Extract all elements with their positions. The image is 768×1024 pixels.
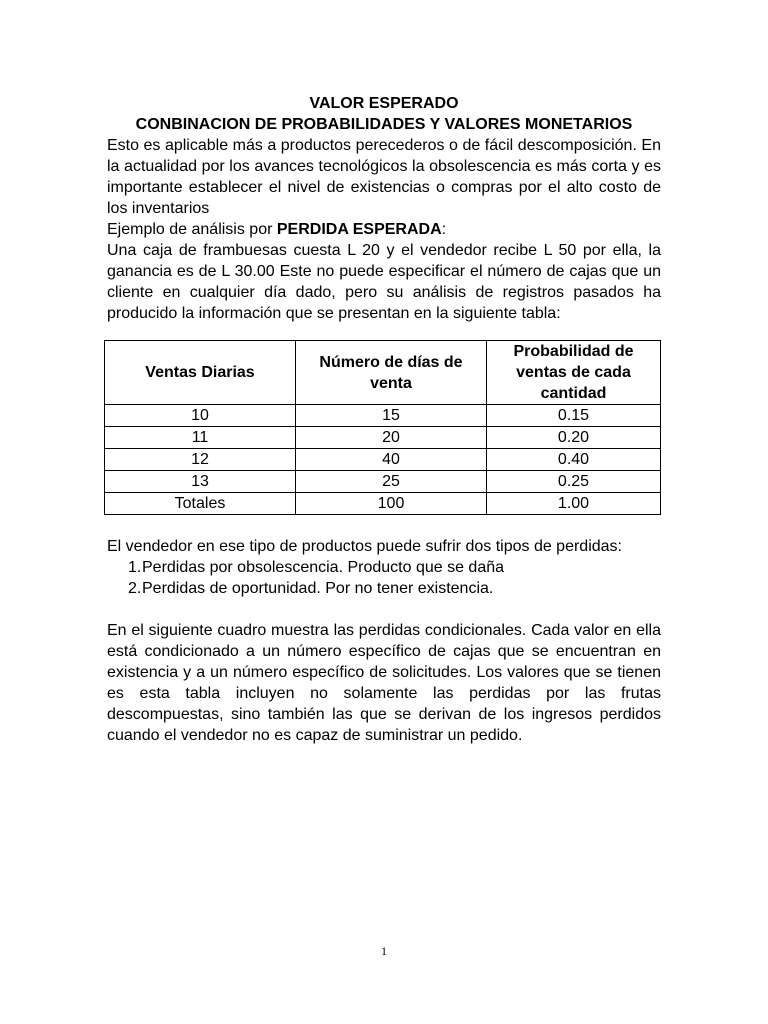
list-item (107, 578, 661, 599)
table-cell: 10 (105, 405, 296, 427)
list-text: Perdidas por obsolescencia. Producto que se daña (142, 559, 505, 576)
header-probability: Probabilidad de ventas de cada cantidad (487, 341, 661, 405)
header-days: Número de días de venta (296, 341, 487, 405)
example-suffix: : (441, 221, 447, 238)
document-page (107, 93, 661, 746)
table-cell: 0.20 (487, 427, 661, 449)
table-cell: 1.00 (487, 493, 661, 515)
table-cell: 20 (296, 427, 487, 449)
example-bold: PERDIDA ESPERADA (276, 221, 442, 238)
losses-list (107, 557, 661, 599)
table-row (105, 471, 661, 493)
table-cell: 0.25 (487, 471, 661, 493)
losses-intro-paragraph: El vendedor en ese tipo de productos puede sufrir dos tipos de perdidas: (107, 538, 622, 555)
list-number: 1. (128, 559, 142, 576)
problem-paragraph: Una caja de frambuesas cuesta L 20 y el vendedor recibe L 50 por ella, la ganancia es de L 30.00 Este no puede especificar el número de cajas que un cliente en cualquier día dado, pero su análisis de registros pasados ha producido la información que se presentan en la siguiente tabla: (107, 242, 661, 322)
table-cell: 40 (296, 449, 487, 471)
header-daily-sales: Ventas Diarias (105, 341, 296, 405)
table-row (105, 405, 661, 427)
list-item (107, 557, 661, 578)
intro-paragraph: Esto es aplicable más a productos perecederos o de fácil descomposición. En la actualidad por los avances tecnológicos la obsolescencia es más corta y es importante establecer el nivel de existencias o compras por el alto costo de los inventarios (107, 137, 661, 217)
table-cell: 100 (296, 493, 487, 515)
example-prefix: Ejemplo de análisis por (107, 221, 277, 238)
table-cell: 15 (296, 405, 487, 427)
table-cell: 13 (105, 471, 296, 493)
list-number: 2. (128, 580, 142, 597)
table-cell: 0.40 (487, 449, 661, 471)
table-header-row (105, 341, 661, 405)
document-title: VALOR ESPERADO (309, 95, 459, 112)
table-cell: 11 (105, 427, 296, 449)
table-row-totals (105, 493, 661, 515)
table-cell: 0.15 (487, 405, 661, 427)
table-cell: 12 (105, 449, 296, 471)
table-cell: 25 (296, 471, 487, 493)
document-subtitle: CONBINACION DE PROBABILIDADES Y VALORES MONETARIOS (135, 116, 633, 133)
page-number: 1 (381, 944, 387, 958)
list-text: Perdidas de oportunidad. Por no tener existencia. (142, 580, 494, 597)
table-cell: Totales (105, 493, 296, 515)
table-row (105, 449, 661, 471)
conditional-paragraph: En el siguiente cuadro muestra las perdidas condicionales. Cada valor en ella está condicionado a un número específico de cajas que se encuentran en existencia y a un número específico de solicitudes. Los valores que se tienen es esta tabla incluyen no solamente las perdidas por las frutas descompuestas, sino también las que se derivan de los ingresos perdidos cuando el vendedor no es capaz de suministrar un pedido. (107, 622, 661, 744)
sales-table (104, 340, 661, 515)
table-row (105, 427, 661, 449)
example-line (107, 219, 661, 240)
